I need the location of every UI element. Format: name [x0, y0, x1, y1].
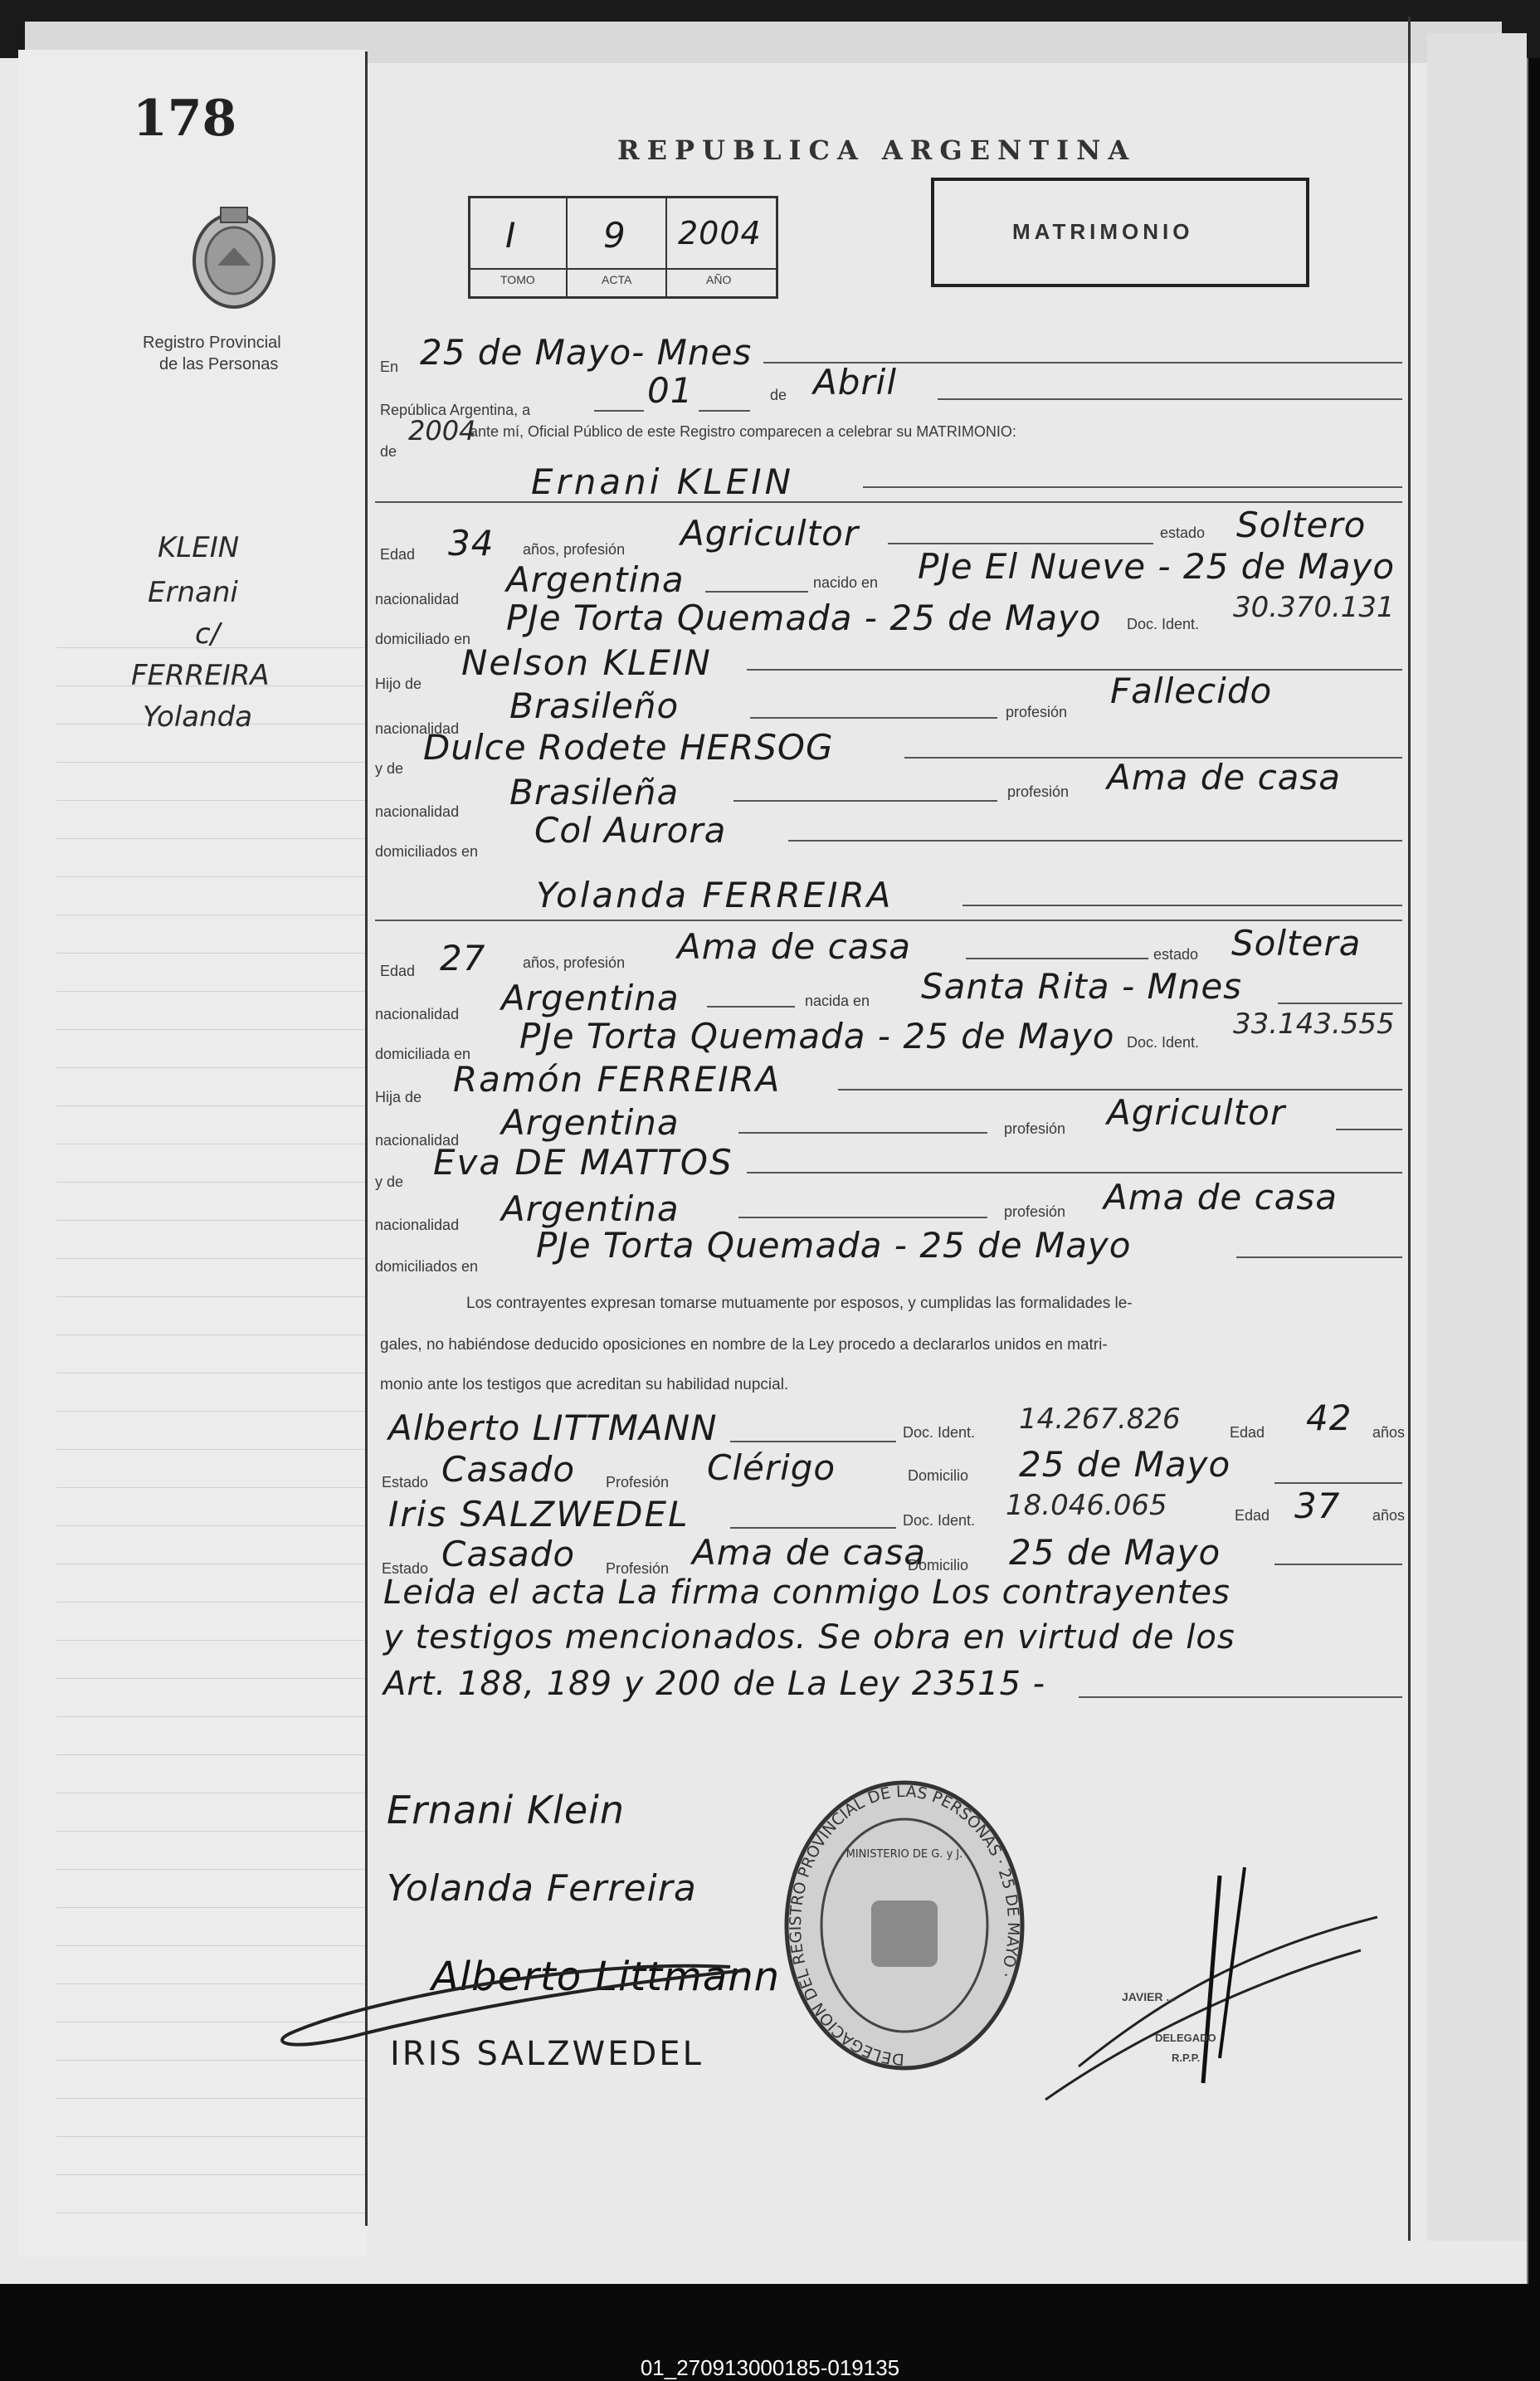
- witness2-dom-label: Domicilio: [908, 1557, 969, 1574]
- bride-domp-label: domiciliados en: [375, 1258, 479, 1275]
- witness1-dom-label: Domicilio: [908, 1467, 969, 1484]
- groom-hijo-label: Hijo de: [375, 676, 422, 692]
- bride-dom-label: domiciliada en: [375, 1046, 471, 1062]
- column-divider-right: [1408, 17, 1411, 2241]
- bride-dom-padres: PJe Torta Quemada - 25 de Mayo: [536, 1225, 1132, 1266]
- month-value: Abril: [813, 362, 897, 403]
- groom-edad-label: Edad: [380, 546, 416, 563]
- witness2-edad: 37: [1294, 1486, 1341, 1526]
- groom-nac-padre-label: nacionalidad: [375, 720, 460, 737]
- de-label: de: [770, 387, 787, 403]
- margin-note-name-2: Yolanda: [143, 700, 253, 734]
- bride-domicilio: PJe Torta Quemada - 25 de Mayo: [519, 1016, 1115, 1056]
- bride-nac-padre: Argentina: [501, 1102, 680, 1143]
- bride-estado: Soltera: [1231, 923, 1362, 964]
- witness2-profesion: Ama de casa: [692, 1532, 927, 1573]
- bride-prof-padre: Agricultor: [1107, 1092, 1286, 1133]
- tomo-label: TOMO: [500, 273, 535, 286]
- place-value: 25 de Mayo- Mnes: [420, 332, 753, 373]
- groom-prof-padre-label: profesión: [1006, 704, 1068, 720]
- groom-nac-madre: Brasileña: [509, 772, 680, 812]
- record-type: MATRIMONIO: [1012, 219, 1194, 244]
- official-seal-icon: [780, 1776, 1029, 2083]
- witness1-doc: 14.267.826: [1019, 1403, 1181, 1436]
- seal-inner-text: MINISTERIO DE G. y J.: [846, 1848, 963, 1861]
- paragraph-line-3: monio ante los testigos que acreditan su habilidad nupcial.: [380, 1376, 789, 1393]
- groom-nac-label: nacionalidad: [375, 591, 460, 607]
- groom-edad: 34: [448, 523, 495, 564]
- bride-profesion: Ama de casa: [677, 926, 912, 967]
- groom-yde-label: y de: [375, 760, 404, 777]
- witness2-name: Iris SALZWEDEL: [388, 1494, 690, 1534]
- registry-line-1: Registro Provincial: [143, 334, 281, 352]
- bride-prof-madre: Ama de casa: [1104, 1177, 1338, 1217]
- bride-nacida-label: nacida en: [805, 993, 870, 1009]
- witness1-prof-label: Profesión: [606, 1474, 670, 1491]
- coat-of-arms-icon: [184, 199, 284, 315]
- groom-padre: Nelson KLEIN: [461, 642, 712, 683]
- witness1-estado: Casado: [441, 1449, 576, 1490]
- bride-hija-label: Hija de: [375, 1089, 422, 1105]
- paragraph-line-1: Los contrayentes expresan tomarse mutuamente por esposos, y cumplidas las formalidades le-: [466, 1295, 1133, 1312]
- witness2-edad-label: Edad: [1235, 1507, 1270, 1524]
- ano-label: AÑO: [706, 273, 732, 286]
- witness2-estado: Casado: [441, 1534, 576, 1574]
- signature-bride: Yolanda Ferreira: [387, 1867, 697, 1910]
- bride-padre: Ramón FERREIRA: [453, 1059, 782, 1100]
- de2-label: de: [380, 443, 397, 460]
- tomo-acta-ano-box: [468, 196, 778, 299]
- column-divider-left: [365, 51, 368, 2226]
- bride-name: Yolanda FERREIRA: [536, 875, 894, 915]
- bride-doc-label: Doc. Ident.: [1127, 1034, 1200, 1051]
- bride-estado-label: estado: [1153, 946, 1199, 963]
- stamp-line-2: DELEGADO: [1155, 2032, 1216, 2044]
- witness1-anos-label: años: [1372, 1424, 1406, 1441]
- groom-doc-label: Doc. Ident.: [1127, 616, 1200, 632]
- record-type-box: [931, 178, 1309, 287]
- acta-label: ACTA: [602, 273, 632, 286]
- bride-yde-label: y de: [375, 1173, 404, 1190]
- notes-line-2: y testigos mencionados. Se obra en virtud de los: [383, 1618, 1235, 1656]
- groom-nacido-label: nacido en: [813, 574, 879, 591]
- groom-prof-padre: Fallecido: [1110, 671, 1273, 711]
- footer-document-id: 01_270913000185-019135: [640, 2355, 900, 2380]
- acta-value: 9: [603, 215, 626, 256]
- right-page-edge: [1427, 33, 1527, 2241]
- signature-witness1: Alberto Littmann: [431, 1954, 781, 2000]
- bride-nac-padre-label: nacionalidad: [375, 1132, 460, 1149]
- seal-ring-text: DELEGACIÓN DEL REGISTRO PROVINCIAL DE LAS PERSONAS · 25 DE MAYO ·: [786, 1782, 1023, 2069]
- tomo-value: I: [505, 215, 517, 256]
- bride-prof-padre-label: profesión: [1004, 1120, 1066, 1137]
- bride-nac-madre-label: nacionalidad: [375, 1217, 460, 1233]
- witness1-doc-label: Doc. Ident.: [903, 1424, 976, 1441]
- notes-line-1: Leida el acta La firma conmigo Los contrayentes: [383, 1574, 1231, 1612]
- groom-nacido: PJe El Nueve - 25 de Mayo: [918, 546, 1396, 587]
- margin-note-contra: c/: [195, 617, 221, 651]
- ante-text: ante mí, Oficial Público de este Registro comparecen a celebrar su MATRIMONIO:: [470, 423, 1016, 440]
- groom-nacionalidad: Argentina: [506, 559, 685, 600]
- groom-madre: Dulce Rodete HERSOG: [423, 727, 834, 768]
- bride-madre: Eva DE MATTOS: [433, 1142, 733, 1183]
- stamp-line-1: JAVIER ...: [1122, 1990, 1177, 2003]
- year-value: 2004: [408, 415, 476, 446]
- groom-dom-padres: Col Aurora: [534, 810, 727, 851]
- groom-estado-label: estado: [1160, 525, 1206, 541]
- bride-edad-label: Edad: [380, 963, 416, 979]
- witness1-estado-label: Estado: [382, 1474, 429, 1491]
- delegate-signature: [1029, 1859, 1386, 2108]
- bride-nac-label: nacionalidad: [375, 1006, 460, 1022]
- groom-domp-label: domiciliados en: [375, 843, 479, 860]
- notes-line-3: Art. 188, 189 y 200 de La Ley 23515 -: [383, 1665, 1046, 1703]
- groom-nac-padre: Brasileño: [509, 686, 680, 726]
- groom-profesion: Agricultor: [680, 513, 860, 554]
- en-label: En: [380, 359, 399, 375]
- groom-prof-label: años, profesión: [523, 541, 626, 558]
- bride-doc: 33.143.555: [1233, 1008, 1395, 1041]
- groom-prof-madre: Ama de casa: [1107, 757, 1342, 798]
- groom-dom-label: domiciliado en: [375, 631, 471, 647]
- ano-value: 2004: [678, 215, 762, 251]
- witness1-edad-label: Edad: [1230, 1424, 1265, 1441]
- left-margin-column: [18, 50, 367, 2257]
- witness2-doc: 18.046.065: [1006, 1489, 1167, 1522]
- bride-nacionalidad: Argentina: [501, 978, 680, 1018]
- bride-prof-madre-label: profesión: [1004, 1203, 1066, 1220]
- country-title: REPUBLICA ARGENTINA: [617, 134, 1137, 166]
- groom-estado: Soltero: [1236, 505, 1367, 545]
- bride-nac-madre: Argentina: [501, 1188, 680, 1229]
- bride-prof-label: años, profesión: [523, 954, 626, 971]
- margin-note-surname-2: FERREIRA: [131, 659, 270, 692]
- republica-label: República Argentina, a: [380, 402, 531, 418]
- margin-note-surname: KLEIN: [158, 531, 240, 564]
- registry-line-2: de las Personas: [159, 355, 279, 373]
- witness1-domicilio: 25 de Mayo: [1019, 1444, 1231, 1485]
- day-value: 01: [647, 370, 694, 411]
- groom-domicilio: PJe Torta Quemada - 25 de Mayo: [506, 598, 1102, 638]
- paragraph-line-2: gales, no habiéndose deducido oposiciones en nombre de la Ley procedo a declararlos unidos en matri-: [380, 1336, 1108, 1354]
- witness2-doc-label: Doc. Ident.: [903, 1512, 976, 1529]
- witness2-domicilio: 25 de Mayo: [1009, 1532, 1221, 1573]
- witness1-profesion: Clérigo: [707, 1447, 836, 1488]
- signature-groom: Ernani Klein: [387, 1788, 626, 1832]
- groom-prof-madre-label: profesión: [1007, 783, 1070, 800]
- witness1-edad: 42: [1306, 1398, 1352, 1438]
- bride-edad: 27: [440, 938, 486, 978]
- stamp-line-3: R.P.P.: [1172, 2052, 1201, 2064]
- groom-doc: 30.370.131: [1233, 591, 1395, 624]
- witness2-anos-label: años: [1372, 1507, 1406, 1524]
- groom-name: Ernani KLEIN: [531, 461, 795, 502]
- witness1-name: Alberto LITTMANN: [388, 1408, 718, 1448]
- witness2-estado-label: Estado: [382, 1560, 429, 1577]
- bride-nacida: Santa Rita - Mnes: [921, 966, 1243, 1007]
- page-number: 178: [133, 90, 237, 148]
- witness2-prof-label: Profesión: [606, 1560, 670, 1577]
- signature-witness2: IRIS SALZWEDEL: [390, 2035, 704, 2073]
- margin-note-name: Ernani: [148, 576, 238, 609]
- groom-nac-madre-label: nacionalidad: [375, 803, 460, 820]
